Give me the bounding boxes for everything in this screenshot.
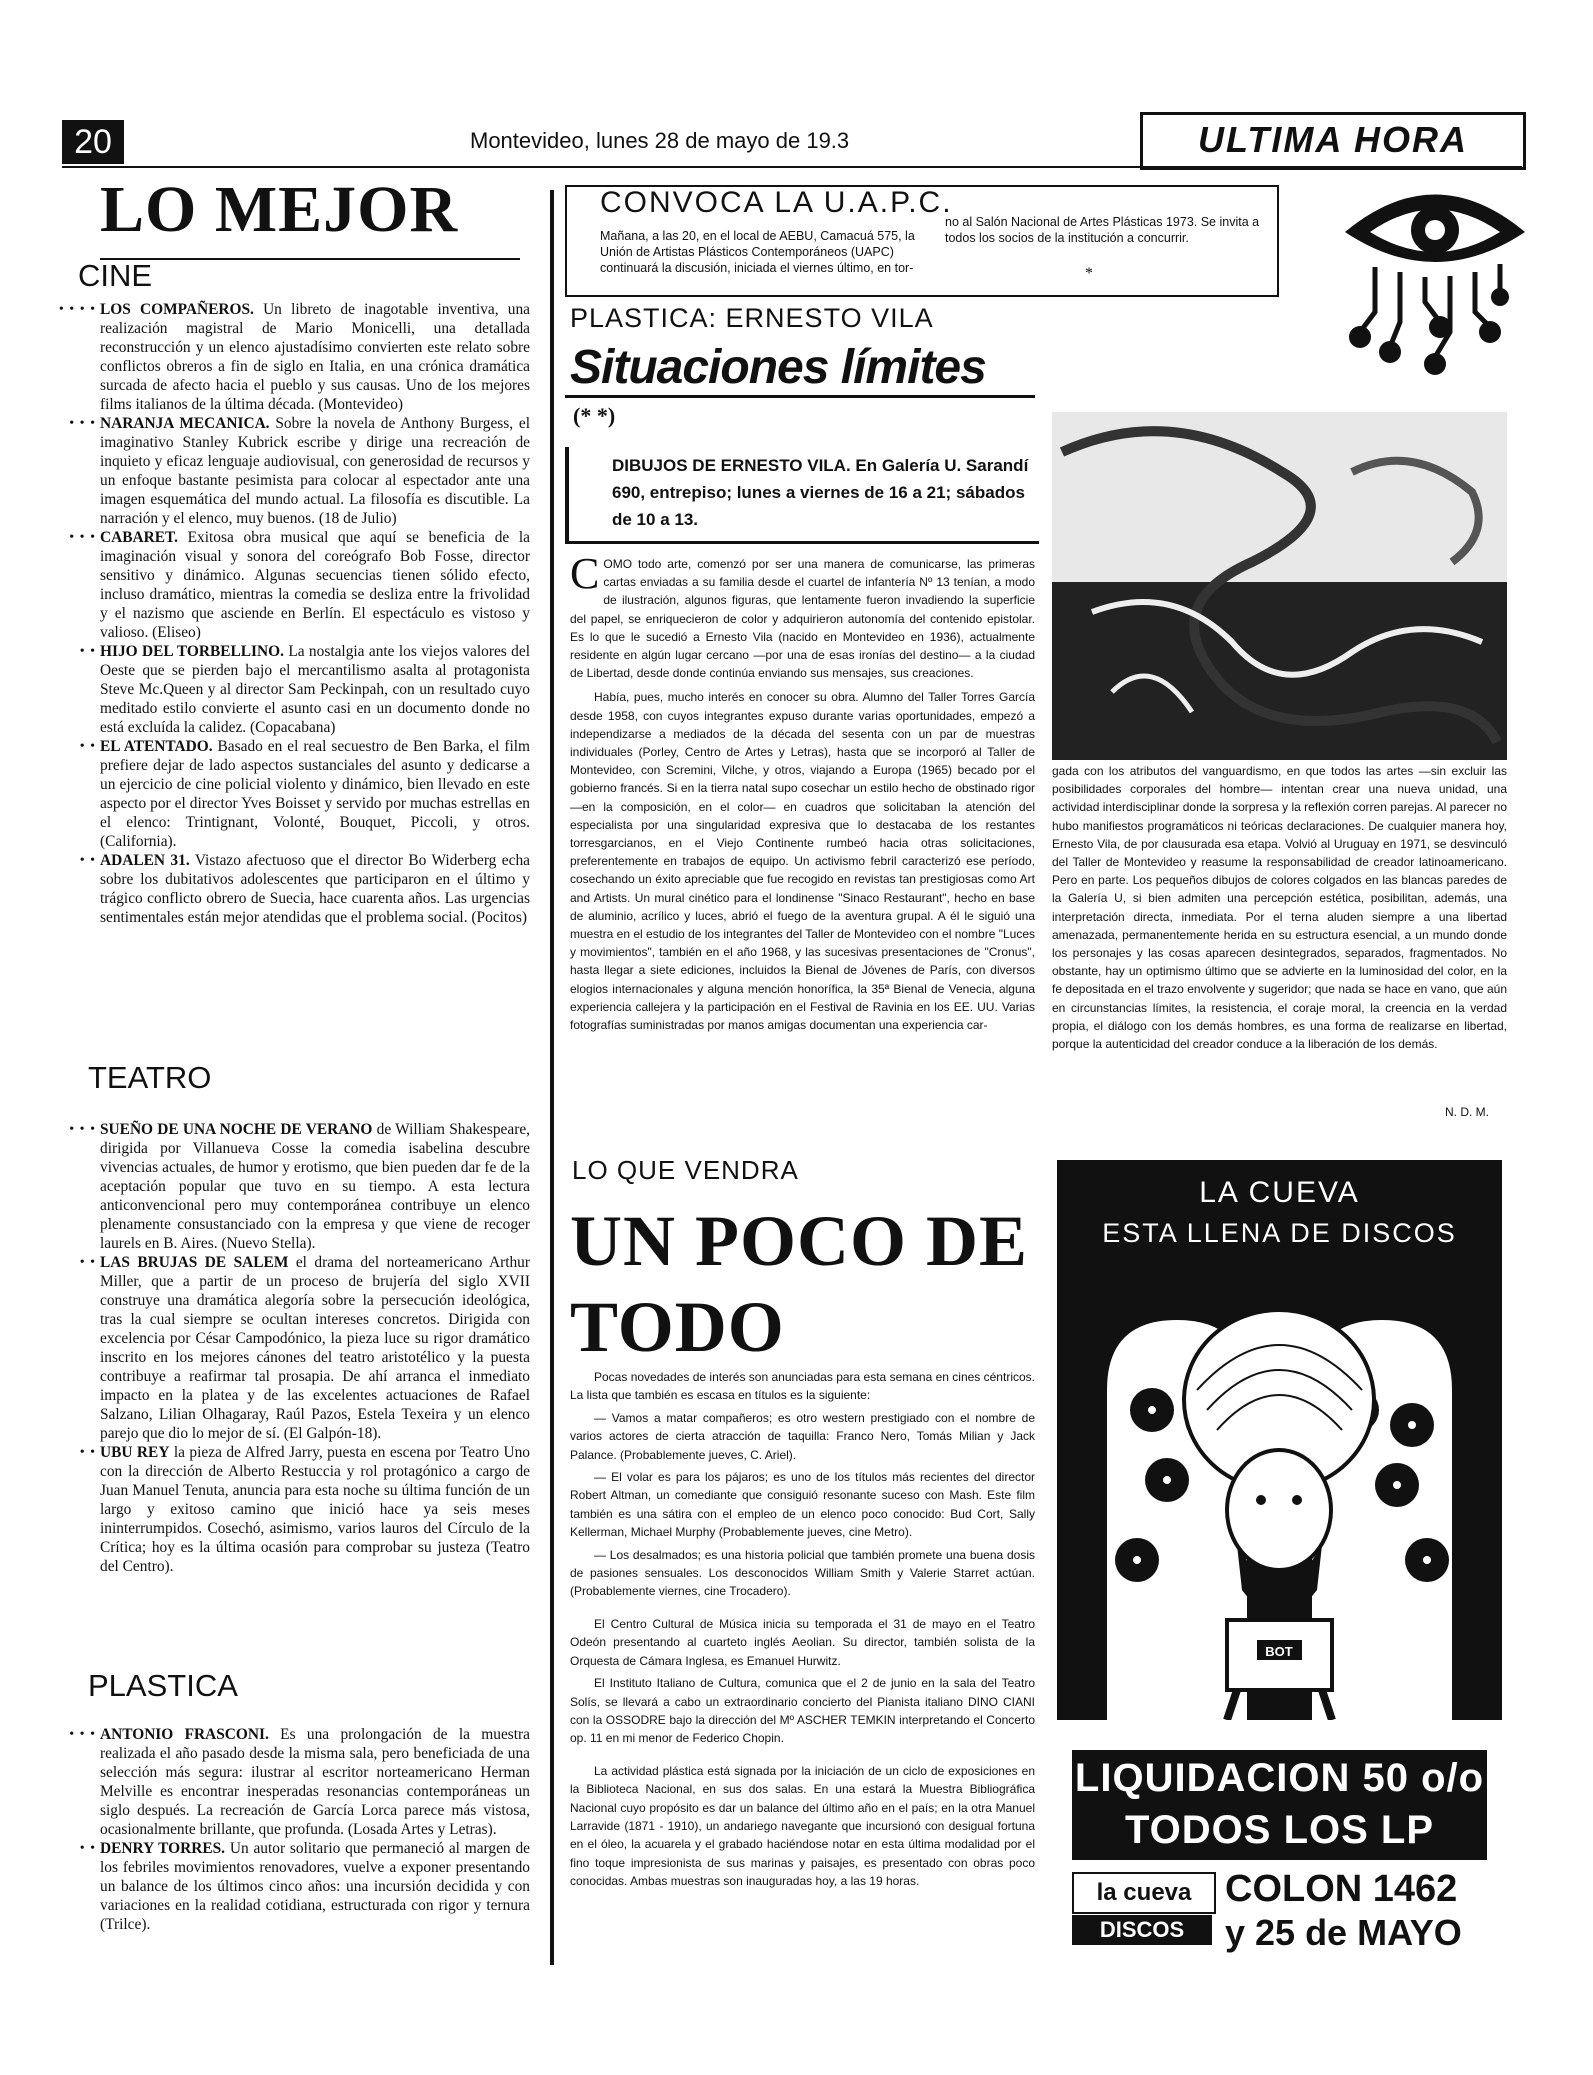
plastica-list <box>69 1725 530 1934</box>
ad-address-2: y 25 de MAYO <box>1225 1912 1462 1953</box>
eye-illustration <box>1340 172 1530 382</box>
la-cueva-advertisement <box>1057 1160 1502 1975</box>
header-rule <box>62 166 1522 168</box>
plastica-body-col1: COMO todo arte, comenzó por ser una manera de comunicarse, las primeras cartas enviadas a su familia desde el cuartel de infantería Nº 13 tenían, a modo de ilustración, algunos figuras, que lentamente fueron invadiendo la superficie del papel, se enriquecieron de color y adquirieron autonomía del contenido epistolar. Es lo que le sucedió a Ernesto Vila (nacido en Montevideo en 1936), actualmente residente en algún lugar cercano —por una de esas ironías del destino— a la ciudad de Libertad, desde donde continúa enviando sus mensajes, sus creaciones. Había, pues, mucho interés en conocer su obra. Alumno del Taller Torres García desde 1958, con cuyos integrantes expuso durante varias oportunidades, empezó a independizarse a mediados de la década del sesenta con un par de muestras individuales (Porley, Centro de Artes y Letras), hasta que se incorporó al Taller de Montevideo, con Scremini, Vilche, y otros, viajando a Europa (1965) becado por el gobierno francés. Si en la tierra natal supo cosechar un estilo hecho de obstinado rigor —en la composición, en el color— en cuadros que solicitaban la atención del especialista por una singularidad expresiva que lo destacaba de los restantes torresgarcianos, en el Viejo Continente rumbeó hacia otras solicitaciones, preferentemente en trabajos de equipo. Un activismo febril caracterizó ese período, cosechando un éxito apreciable que fue recogido en revistas tan prestigiosas como Art and Artists. Un mural cinético para el londinense "Sinaco Restaurant", hecho en base de aluminio, acrílico y luces, abrió el fuego de la aventura grupal. A él le siguió una muestra en el estudio de los integrantes del Taller de Montevideo con el nombre "Luces y movimientos", también en el año 1968, y las sucesivas presentaciones de "Cronus", hasta llegar a siete ediciones, incluidos la Bienal de Jóvenes de París, con diversos elogios internacionales y alguna mención honorífica, la 35ª Bienal de Venecia, alguna experiencia callejera y la participación en el Festival de Ravinia en los EE. UU. Varias fotografías suministradas por manos amigas documentan una experiencia car- <box>570 549 1035 1033</box>
discos-label: DISCOS <box>1072 1915 1212 1945</box>
ad-headline-1: LA CUEVA <box>1199 1176 1360 1209</box>
plastica-kicker: PLASTICA: ERNESTO VILA <box>570 303 934 333</box>
newspaper-logo: ULTIMA HORA <box>1140 112 1526 170</box>
sale-line-1: LIQUIDACION 50 o/o <box>1074 1756 1485 1800</box>
teatro-heading: TEATRO <box>88 1060 212 1095</box>
record-figure-illustration <box>1057 1260 1502 1720</box>
list-item: • • EL ATENTADO. Basado en el real secuestro de Ben Barka, el film prefiere dejar de lado aspectos sustanciales del asunto y dedicarse a un ejercicio de cine policial violento y dinámico, bien llevado en este aspecto por el director Yves Boisset y servido por muchas estrellas en el elenco: Trintignant, Volonté, Bouquet, Piccoli, y otros. (California). <box>79 738 530 850</box>
list-item: • • HIJO DEL TORBELLINO. La nostalgia ante los viejos valores del Oeste que se pierden bajo el mercantilismo asalta al protagonista Steve Mc.Queen y al director Sam Peckinpah, con un resultado cuyo meditado estilo convierte el asunto casi en un documento donde no está excluída la calidez. (Copacabana) <box>79 643 530 736</box>
sale-line-2: TODOS LOS LP <box>1124 1808 1435 1852</box>
list-item: • • LAS BRUJAS DE SALEM el drama del norteamericano Arthur Miller, que a partir de un proceso de brujería del siglo XVII construye una dramática alegoría sobre la persecución ideológica, tras la cual siempre se ocultan intereses concretos. Dirigida con excelencia por César Campodónico, la pieza luce su rigor dramático inscrito en los mejores cánones del teatro aristotélico y la puesta contribuye a reafirmar tal prosapia. De ahí arranca el inmediato impacto en la platea y de las excelentes actuaciones de Rafael Salzano, Lilian Olhagaray, Raúl Pazos, Estela Texeira y un elenco parejo que dio lo mejor de sí. (El Galpón-18). <box>79 1254 530 1442</box>
list-item: • • DENRY TORRES. Un autor solitario que permaneció al margen de los febriles movimientos renovadores, vuelve a exponer presentando un balance de los últimos cinco años: una incursión decidida y con variaciones en la realidad cotidiana, estructurada con rigor y ternura (Trilce). <box>79 1840 530 1933</box>
list-item: • • • ANTONIO FRASCONI. Es una prolongación de la muestra realizada el año pasado desde la misma sala, pero beneficiada de una selección más segura: ilustrar al escritor norteamericano Herman Melville es encontrar inesperadas resonancias contemporáneas un siglo después. La recreación de García Lorca parece más vistosa, ocasionalmente brillante, que profunda. (Losada Artes y Letras). <box>69 1726 530 1838</box>
list-item: • • • NARANJA MECANICA. Sobre la novela de Anthony Burgess, el imaginativo Stanley Kubrick escribe y dirige una recreación de inquieto y eficaz lenguaje audiovisual, con generosidad de recursos y un enfoque bastante pesimista para colocar al espectador ante una imagen esquemática del mundo actual. La filosofía es discutible. La narración y el elenco, muy buenos. (18 de Julio) <box>69 415 531 527</box>
author-signature: N. D. M. <box>1445 1105 1489 1119</box>
plastica-title: Situaciones límites <box>570 341 986 394</box>
la-cueva-logo: la cueva <box>1072 1872 1216 1914</box>
column-divider <box>550 190 554 1965</box>
dateline: Montevideo, lunes 28 de mayo de 19.3 <box>470 128 850 153</box>
list-item: • • UBU REY la pieza de Alfred Jarry, puesta en escena por Teatro Uno con la dirección de Alberto Restuccia y rol protagónico a cargo de Juan Manuel Tenuta, anuncia para esta noche su última función de un largo y exitoso camino que inició hace ya seis meses ininterrumpidos. Cosechó, asimismo, varios lauros del Círculo de la Crítica; hoy es la última ocasión para comprobar su justeza (Teatro del Centro). <box>79 1444 530 1575</box>
dropcap: C <box>570 549 600 598</box>
convoca-text-col2: no al Salón Nacional de Artes Plásticas 1973. Se invita a todos los socios de la institución a concurrir. <box>945 215 1260 245</box>
title-underline <box>100 258 520 260</box>
title-rule <box>565 395 1035 398</box>
list-item: • • • • LOS COMPAÑEROS. Un libreto de inagotable inventiva, una realización magistral de Mario Monicelli, una detallada reconstrucción y un elenco ajustadísimo convierten este relato sobre conflictos obreros a fin de siglo en Italia, en una crónica dramática surcada de afecto hacia el pueblo y sus causas. Uno de los mejores films italianos de la última década. (Montevideo) <box>58 301 530 413</box>
list-item: • • • SUEÑO DE UNA NOCHE DE VERANO de William Shakespeare, dirigida por Villanueva Cosse la comedia isabelina descubre vivencias actuales, de humor y erotismo, que bien pueden dar fe de la aceptación popular que tuvo en su tiempo. A esta lectura anticonvencional pero muy contemporánea contribuye un elenco plenamente consustanciado con la empresa y que viene de recoger laurels en B. Aires. (Nuevo Stella). <box>69 1121 531 1252</box>
convoca-mark: * <box>1085 265 1093 282</box>
cine-list <box>58 300 531 927</box>
convoca-title: CONVOCA LA U.A.P.C. <box>600 186 953 219</box>
ad-headline-2: ESTA LLENA DE DISCOS <box>1102 1218 1457 1248</box>
convoca-text-col1: Mañana, a las 20, en el local de AEBU, Camacuá 575, la Unión de Artistas Plásticos Contemporáneos (UAPC) continuará la discusión, iniciada el viernes último, en tor- <box>600 229 915 275</box>
plastica-body-col2: gada con los atributos del vanguardismo, en que todos las artes —sin excluir las posibilidades corporales del hombre— intentan crear una nueva unidad, una actividad interdisciplinar donde la sorpresa y la reflexión corren parejas. Al parecer no hubo manifiestos programáticos ni teóricas declaraciones. De cualquier manera hoy, Ernesto Vila, de por clausurada esa etapa. Volvió al Uruguay en 1971, se desvinculó del Taller de Montevideo y reasume la responsabilidad de creador latinoamericano. Pero en parte. Los pequeños dibujos de colores colgados en las blancas paredes de la Galería U, si bien admiten una percepción estética, posibilitan, además, una interpretación directa, inmediata. Por el terna aluden siempre a una libertad amenazada, permanentemente herida en su estructura esencial, a un mundo donde los personajes y las cosas aparecen desintegrados, separados, fragmentados. No obstante, hay un optimismo último que se advierte en la luminosidad del color, en la fe depositada en el trazo envolvente y sugeridor; que nada se hace en vano, que aún en circunstancias límites, la resistencia, el coraje moral, la creencia en la verdad propia, el diálogo con los demás hombres, es una forma de realizarse en libertad, porque la autenticidad del creador conduce a la liberación de los demás. <box>1052 764 1507 1052</box>
ad-address-1: COLON 1462 <box>1225 1868 1458 1910</box>
vendra-kicker: LO QUE VENDRA <box>572 1155 799 1185</box>
lo-mejor-title: LO MEJOR <box>100 173 459 246</box>
plastica-rating: (* *) <box>573 403 616 428</box>
vendra-body: Pocas novedades de interés son anunciadas para esta semana en cines céntricos. La lista que también es escasa en títulos es la siguiente: — Vamos a matar compañeros; es otro western prestigiado con el nombre de varios actores de cierta atracción de taquilla: Franco Nero, Tomás Milian y Jack Palance. (Probablemente jueves, C. Ariel). — El volar es para los pájaros; es uno de los títulos más recientes del director Robert Altman, un comediante que consiguió resonante suceso con Mash. Este film también es una sátira con el empleo de un elenco poco conocido: Bud Cort, Sally Kellerman, Michael Murphy (Probablemente jueves, cine Metro). — Los desalmados; es una historia policial que también promete una buena dosis de pasiones sensuales. Los desconocidos William Smith y Valerie Starret actúan. (Probablemente viernes, cine Trocadero). El Centro Cultural de Música inicia su temporada el 31 de mayo en el Teatro Odeón presentando al cuarteto inglés Aeolian. Su director, también solista de la Orquesta de Cámara Inglesa, es Emanuel Hurwitz. El Instituto Italiano de Cultura, comunica que el 2 de junio en la sala del Teatro Solís, se llevará a cabo un extraordinario concierto del Pianista italiano DINO CIANI con la OSSODRE bajo la dirección del Mº ASCHER TEMKIN interpretando el Concerto op. 11 en mi menor de Federico Chopin. La actividad plástica está signada por la iniciación de un ciclo de exposiciones en la Biblioteca Nacional, en sus dos salas. En una estará la Muestra Bibliográfica Nacional cuyo propósito es dar un balance del último año en el país; en la otra Manuel Larravide (1871 - 1910), un andariego navegante que incursionó con desigual fortuna en el óleo, la acuarela y el grabado haciéndose notar en esta última modalidad por el fino toque impresionista de sus marinas y paisajes, es presentado con obras poco conocidas. Ambas muestras son inauguradas hoy, a las 19 horas. <box>570 1370 1035 1889</box>
vila-drawing-image <box>1052 412 1507 760</box>
exhibition-info: DIBUJOS DE ERNESTO VILA. En Galería U. Sarandí 690, entrepiso; lunes a viernes de 16 a 21; sábados de 10 a 13. <box>612 456 1029 529</box>
vendra-title: UN POCO DE TODO <box>570 1201 1028 1367</box>
cine-heading: CINE <box>78 258 153 293</box>
page-number: 20 <box>62 120 124 164</box>
figure-badge: BOT <box>1265 1644 1293 1659</box>
teatro-list <box>69 1120 531 1576</box>
list-item: • • ADALEN 31. Vistazo afectuoso que el director Bo Widerberg echa sobre los dubitativos adolescentes que participaron en el último y trágico conflicto obrero de Suecia, hace cuarenta años. Las urgencias sentimentales están mejor atendidas que el problema social. (Pocitos) <box>79 852 530 926</box>
list-item: • • • CABARET. Exitosa obra musical que aquí se beneficia de la imaginación visual y sonora del coreógrafo Bob Fosse, director sensitivo y dinámico. Algunas secuencias tienen sólido efecto, incluso dramático, mientras la comedia se desliza entre la frivolidad y el nazismo que asciende en Berlín. El espectáculo es vistoso y valioso. (Eliseo) <box>69 529 530 641</box>
plastica-heading: PLASTICA <box>88 1668 238 1703</box>
